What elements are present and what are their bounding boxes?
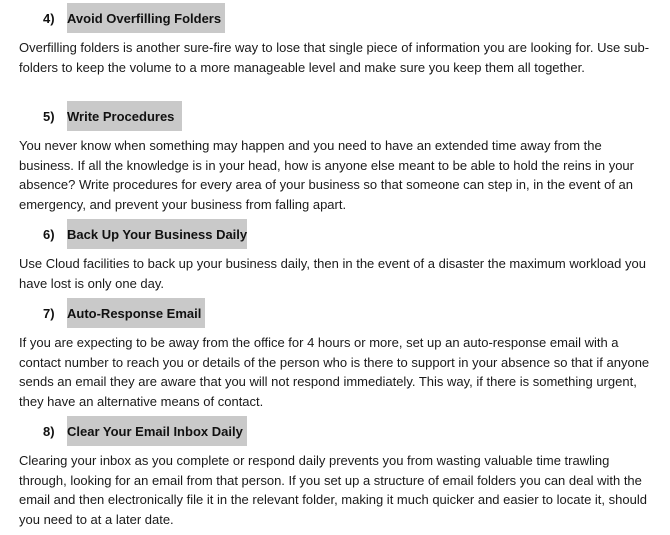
section-heading <box>0 219 670 249</box>
section-body: If you are expecting to be away from the office for 4 hours or more, set up an auto-response email with a contact number to reach you or details of the person who is there to support in your absence so that if anyone sends an email they are aware that you will not respond immediately. This way, if there is something urgent, they have an alternative means of contact. <box>19 335 650 409</box>
section-title: Auto-Response Email <box>67 298 205 328</box>
section-title: Back Up Your Business Daily <box>67 219 247 249</box>
section-title: Avoid Overfilling Folders <box>67 3 225 33</box>
section-number: 4) <box>43 11 55 26</box>
section-body: Use Cloud facilities to back up your business daily, then in the event of a disaster the maximum workload you have lost is only one day. <box>19 256 646 291</box>
section-body: Clearing your inbox as you complete or respond daily prevents you from wasting valuable time trawling through, looking for an email from that person. If you set up a structure of email folders you can deal with the email and then electronically file it in the relevant folder, making it much quicker and easier to locate it, should you need to at a later date. <box>19 453 647 527</box>
section-body: Overfilling folders is another sure-fire way to lose that single piece of information you are looking for. Use sub-folders to keep the volume to a more manageable level and make sure you keep them all together. <box>19 40 650 75</box>
section-body: You never know when something may happen and you need to have an extended time away from the business. If all the knowledge is in your head, how is anyone else meant to be able to hold the reins in your absence? Write procedures for every area of your business so that someone can step in, in the event of an emergency, and prevent your business from falling apart. <box>19 138 634 212</box>
section-heading <box>0 416 670 446</box>
section-heading <box>0 298 670 328</box>
section-number: 5) <box>43 109 55 124</box>
section-heading <box>0 3 670 33</box>
section-title: Write Procedures <box>67 101 182 131</box>
section-number: 6) <box>43 227 55 242</box>
section-title: Clear Your Email Inbox Daily <box>67 416 247 446</box>
section-heading <box>0 101 670 131</box>
section-number: 8) <box>43 424 55 439</box>
section-number: 7) <box>43 306 55 321</box>
